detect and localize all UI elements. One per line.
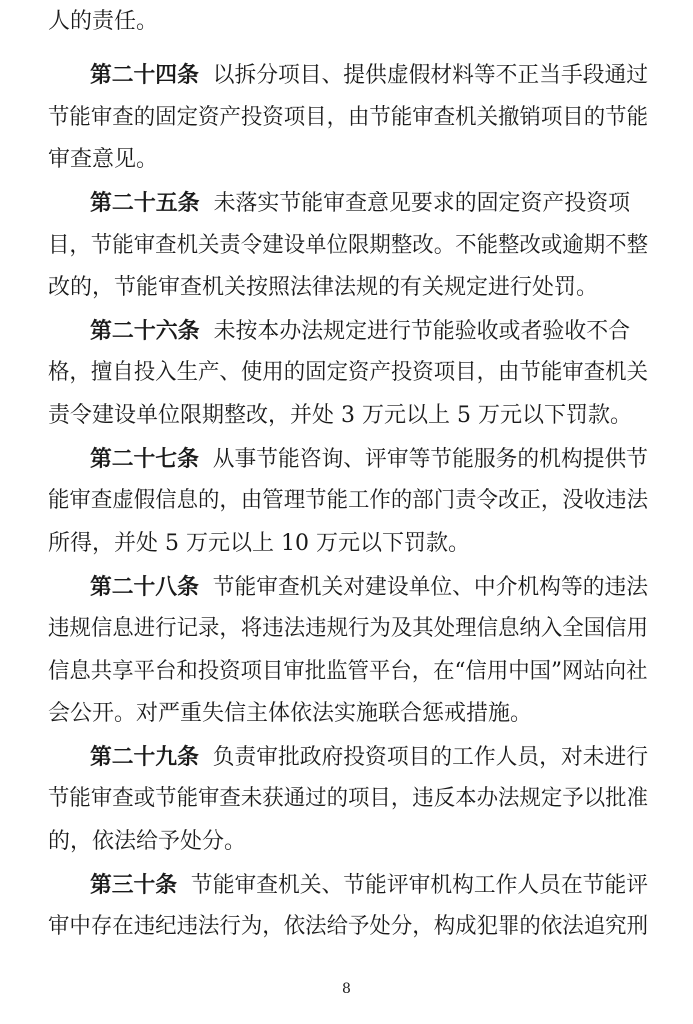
article-27-first-line [90, 444, 649, 475]
article-25-first-line [90, 188, 648, 219]
line-text: 违规信息进行记录，将违法违规行为及其处理信息纳入全国信用 [48, 616, 649, 641]
paragraph-line [48, 145, 648, 175]
article-heading: 第二十八条 [90, 574, 199, 600]
paragraph-line [48, 273, 648, 303]
paragraph-line [48, 401, 648, 431]
line-text: 节能审查机关、节能评审机构工作人员在节能评 [190, 873, 649, 898]
line-text: 审查意见。 [48, 147, 159, 172]
line-text: 以拆分项目、提供虚假材料等不正当手段通过 [212, 63, 649, 88]
paragraph-line [48, 529, 648, 559]
paragraph-line [48, 784, 649, 814]
line-text: 从事节能咨询、评审等节能服务的机构提供节 [212, 447, 649, 472]
paragraph-line [48, 231, 649, 261]
line-text: 改的，节能审查机关按照法律法规的有关规定进行处罚。 [48, 275, 599, 300]
article-heading: 第三十条 [90, 872, 178, 898]
line-text: 节能审查的固定资产投资项目，由节能审查机关撤销项目的节能 [48, 105, 649, 130]
article-heading: 第二十五条 [90, 190, 200, 216]
paragraph-line [48, 912, 649, 942]
article-28-first-line [90, 572, 649, 603]
line-text: 人的责任。 [48, 9, 159, 34]
line-text: 负责审批政府投资项目的工作人员，对未进行 [212, 745, 649, 770]
paragraph-line [48, 827, 648, 857]
line-text: 会公开。对严重失信主体依法实施联合惩戒措施。 [48, 701, 533, 726]
line-text: 目，节能审查机关责令建设单位限期整改。不能整改或逾期不整 [48, 233, 649, 258]
paragraph-line [48, 657, 648, 687]
article-heading: 第二十四条 [90, 62, 199, 88]
line-text: 未按本办法规定进行节能验收或者验收不合 [213, 319, 631, 344]
article-29-first-line [90, 742, 649, 773]
line-text: 责令建设单位限期整改，并处 3 万元以上 5 万元以下罚款。 [48, 403, 632, 428]
article-heading: 第二十六条 [90, 318, 200, 344]
line-text: 的，依法给予处分。 [48, 829, 247, 854]
paragraph-line [48, 486, 649, 516]
article-heading: 第二十九条 [90, 744, 199, 770]
line-text: 节能审查或节能审查未获通过的项目，违反本办法规定予以批准 [48, 786, 649, 811]
line-text: 所得，并处 5 万元以上 10 万元以下罚款。 [48, 531, 470, 556]
line-text: 信息共享平台和投资项目审批监管平台，在“信用中国”网站向社 [48, 659, 648, 684]
article-24-first-line [90, 60, 649, 91]
article-heading: 第二十七条 [90, 446, 199, 472]
paragraph-line [48, 7, 648, 37]
page-number: 8 [342, 981, 351, 997]
line-text: 格，擅自投入生产、使用的固定资产投资项目，由节能审查机关 [48, 360, 649, 385]
line-text: 未落实节能审查意见要求的固定资产投资项 [213, 191, 631, 216]
paragraph-line [48, 103, 649, 133]
article-26-first-line [90, 316, 648, 347]
line-text: 审中存在违纪违法行为，依法给予处分，构成犯罪的依法追究刑 [48, 914, 649, 939]
article-30-first-line [90, 870, 649, 901]
line-text: 能审查虚假信息的，由管理节能工作的部门责令改正，没收违法 [48, 488, 649, 513]
paragraph-line [48, 699, 648, 729]
paragraph-line [48, 614, 649, 644]
line-text: 节能审查机关对建设单位、中介机构等的违法 [212, 575, 649, 600]
paragraph-line [48, 358, 649, 388]
